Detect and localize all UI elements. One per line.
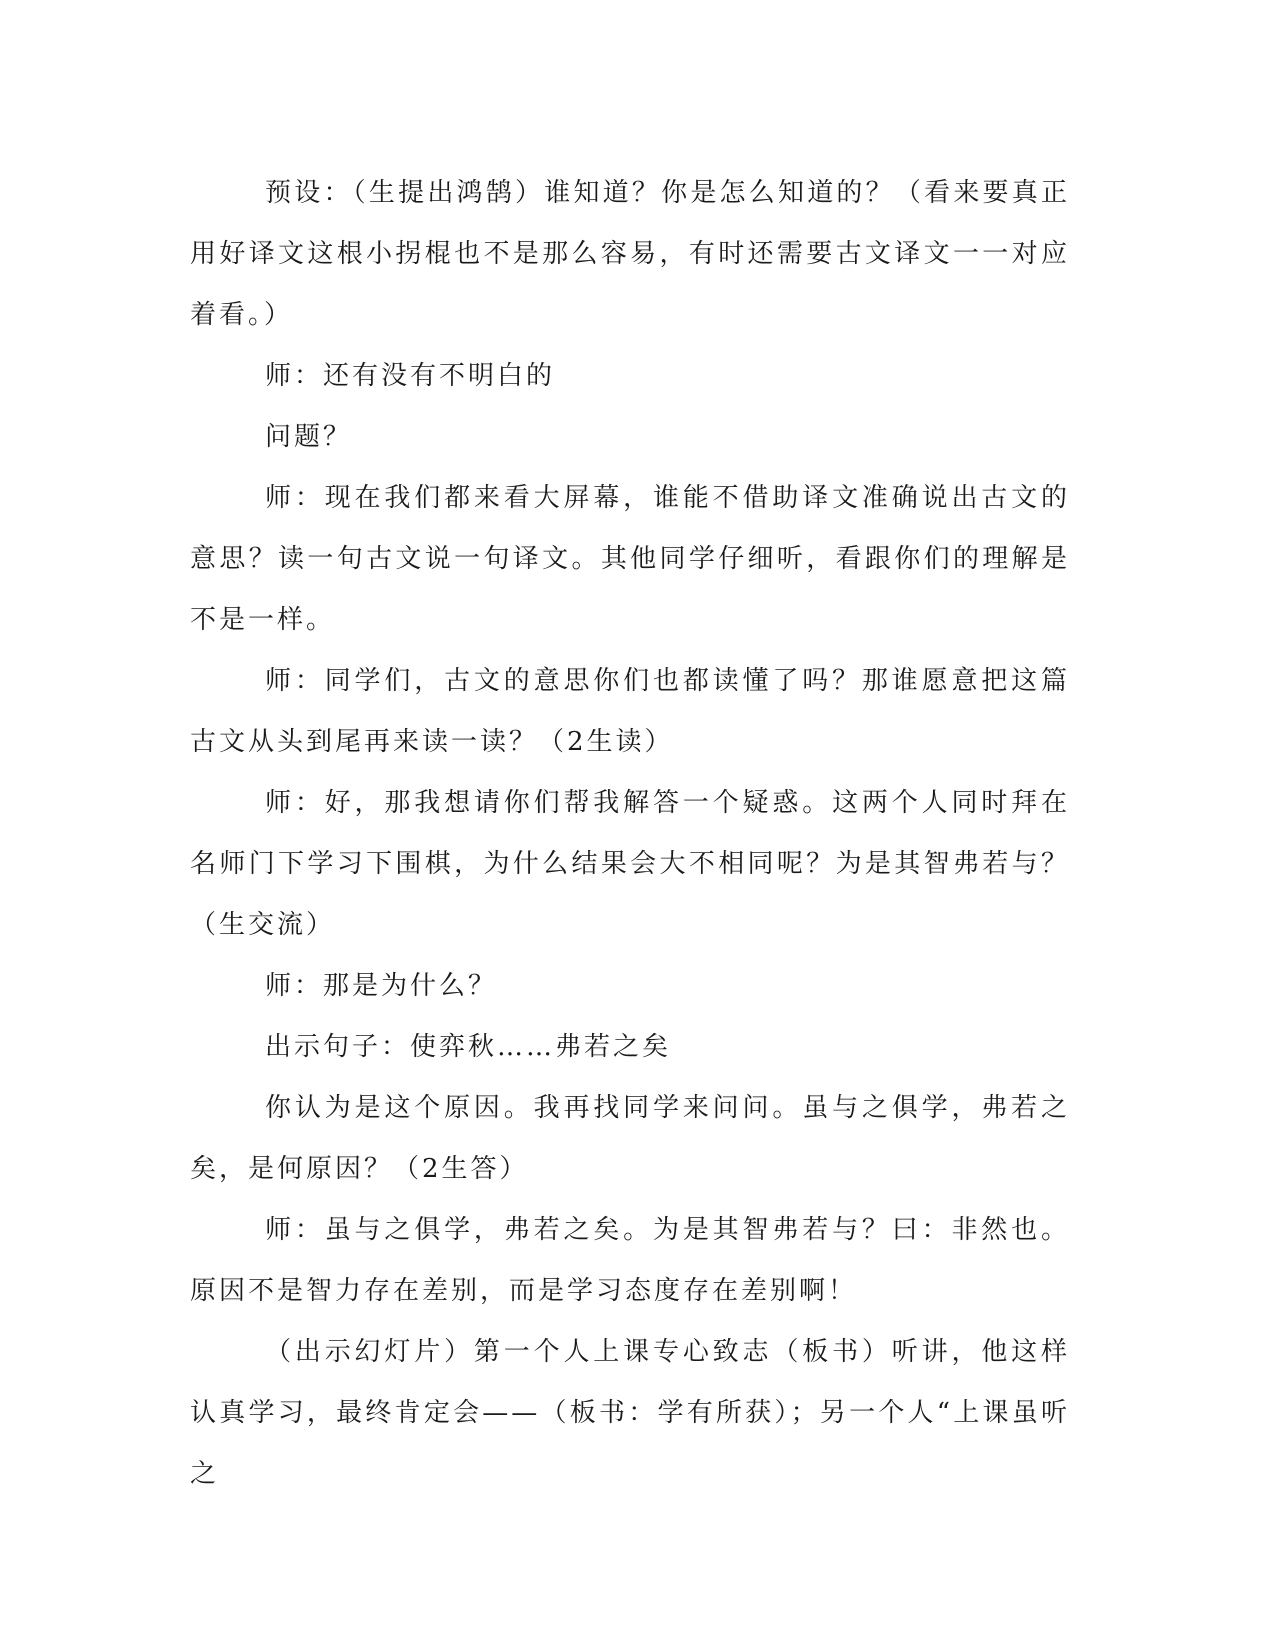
- paragraph-teacher-why: 师：那是为什么？: [265, 971, 498, 1001]
- paragraph-preset-question: 预设：（生提出鸿鹄）谁知道？你是怎么知道的？（看来要真正用好译文这根小拐棍也不是那么容易，有时还需要古文译文一一对应着看。）: [190, 178, 1070, 330]
- paragraph-teacher-any-unclear: 师：还有没有不明白的: [265, 361, 556, 391]
- paragraph-teacher-read-again: 师：同学们，古文的意思你们也都读懂了吗？那谁愿意把这篇古文从头到尾再来读一读？（2生读）: [190, 666, 1070, 757]
- paragraph-teacher-doubt: 师：好，那我想请你们帮我解答一个疑惑。这两个人同时拜在名师门下学习下围棋，为什么结果会大不相同呢？为是其智弗若与？（生交流）: [190, 788, 1070, 940]
- paragraph-slide: （出示幻灯片）第一个人上课专心致志（板书）听讲，他这样认真学习，最终肯定会——（板书：学有所获）；另一个人“上课虽听之: [190, 1337, 1070, 1489]
- paragraph-show-sentence: 出示句子：使弈秋……弗若之矣: [265, 1032, 672, 1062]
- paragraph-question: 问题？: [265, 422, 353, 452]
- paragraph-teacher-conclusion: 师：虽与之俱学，弗若之矣。为是其智弗若与？曰：非然也。原因不是智力存在差别，而是学习态度存在差别啊！: [190, 1215, 1070, 1306]
- paragraph-teacher-big-screen: 师：现在我们都来看大屏幕，谁能不借助译文准确说出古文的意思？读一句古文说一句译文。其他同学仔细听，看跟你们的理解是不是一样。: [190, 483, 1070, 635]
- document-body: [190, 163, 1070, 1505]
- paragraph-reason: 你认为是这个原因。我再找同学来问问。虽与之俱学，弗若之矣，是何原因？（2生答）: [190, 1093, 1070, 1184]
